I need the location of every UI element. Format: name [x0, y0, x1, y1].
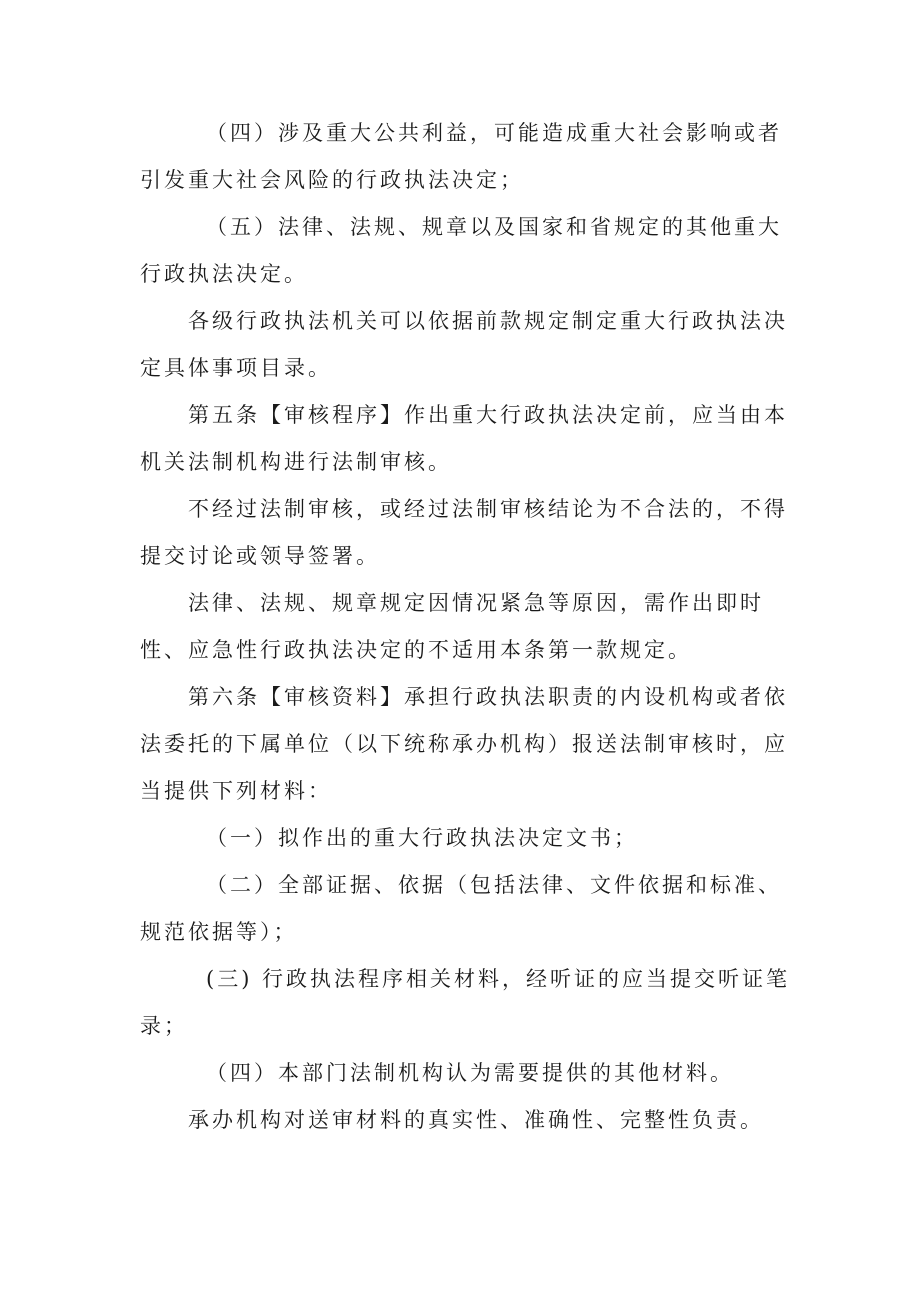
- paragraph-material-4: （四）本部门法制机构认为需要提供的其他材料。: [206, 1061, 734, 1085]
- paragraph-responsibility: 承办机构对送审材料的真实性、准确性、完整性负责。: [188, 1108, 764, 1132]
- paragraph-item-4-public-interest: （四）涉及重大公共利益，可能造成重大社会影响或者引发重大社会风险的行政执法决定；: [140, 121, 782, 192]
- paragraph-catalog: 各级行政执法机关可以依据前款规定制定重大行政执法决定具体事项目录。: [140, 309, 788, 380]
- paragraph-emergency-exception: 法律、法规、规章规定因情况紧急等原因，需作出即时性、应急性行政执法决定的不适用本条第一款规定。: [140, 591, 764, 662]
- paragraph-no-review: 不经过法制审核，或经过法制审核结论为不合法的，不得提交讨论或领导签署。: [140, 497, 788, 568]
- paragraph-material-3: (三) 行政执法程序相关材料，经听证的应当提交听证笔录；: [140, 967, 791, 1038]
- document-body: [140, 110, 800, 1144]
- paragraph-article-6: 第六条【审核资料】承担行政执法职责的内设机构或者依法委托的下属单位（以下统称承办机构）报送法制审核时，应当提供下列材料：: [140, 685, 788, 803]
- paragraph-article-5: 第五条【审核程序】作出重大行政执法决定前，应当由本机关法制机构进行法制审核。: [140, 403, 788, 474]
- paragraph-material-2: （二）全部证据、依据（包括法律、文件依据和标准、规范依据等）；: [140, 873, 782, 944]
- paragraph-material-1: （一）拟作出的重大行政执法决定文书；: [206, 826, 638, 850]
- paragraph-item-5-other-decisions: （五）法律、法规、规章以及国家和省规定的其他重大行政执法决定。: [140, 215, 782, 286]
